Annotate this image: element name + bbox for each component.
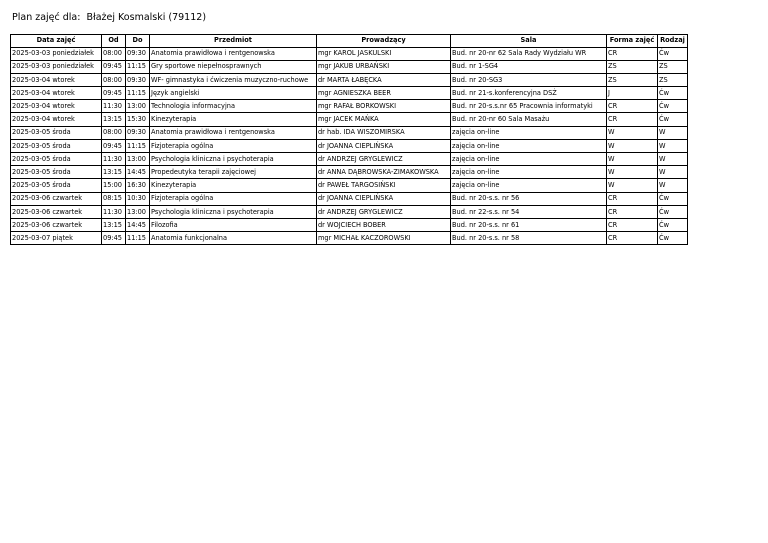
cell-type: Ćw bbox=[658, 113, 688, 126]
cell-teacher: mgr JACEK MAŃKA bbox=[317, 113, 451, 126]
cell-type: W bbox=[658, 139, 688, 152]
cell-teacher: dr ANNA DĄBROWSKA-ZIMAKOWSKA bbox=[317, 166, 451, 179]
cell-type: Ćw bbox=[658, 47, 688, 60]
cell-from: 11:30 bbox=[102, 100, 126, 113]
cell-type: Ćw bbox=[658, 100, 688, 113]
column-header-teacher: Prowadzący bbox=[317, 35, 451, 48]
cell-from: 08:00 bbox=[102, 47, 126, 60]
cell-room: zajęcia on-line bbox=[451, 179, 607, 192]
cell-from: 13:15 bbox=[102, 218, 126, 231]
cell-from: 09:45 bbox=[102, 232, 126, 245]
table-row bbox=[11, 153, 688, 166]
table-row bbox=[11, 205, 688, 218]
cell-type: W bbox=[658, 166, 688, 179]
cell-subject: Gry sportowe niepełnosprawnych bbox=[150, 60, 317, 73]
cell-form: W bbox=[607, 139, 658, 152]
cell-room: Bud. nr 21-s.konferencyjna DSŻ bbox=[451, 87, 607, 100]
cell-date: 2025-03-06 czwartek bbox=[11, 192, 102, 205]
table-row bbox=[11, 166, 688, 179]
column-header-subject: Przedmiot bbox=[150, 35, 317, 48]
column-header-type: Rodzaj bbox=[658, 35, 688, 48]
cell-teacher: mgr KAROL JASKULSKI bbox=[317, 47, 451, 60]
cell-to: 11:15 bbox=[126, 232, 150, 245]
cell-form: W bbox=[607, 166, 658, 179]
schedule-body bbox=[11, 47, 688, 245]
table-row bbox=[11, 126, 688, 139]
cell-subject: WF- gimnastyka i ćwiczenia muzyczno-ruchowe bbox=[150, 73, 317, 86]
cell-teacher: mgr JAKUB URBAŃSKI bbox=[317, 60, 451, 73]
cell-room: Bud. nr 20-s.s. nr 61 bbox=[451, 218, 607, 231]
cell-date: 2025-03-05 środa bbox=[11, 153, 102, 166]
cell-to: 09:30 bbox=[126, 126, 150, 139]
cell-room: zajęcia on-line bbox=[451, 139, 607, 152]
cell-type: Ćw bbox=[658, 218, 688, 231]
cell-form: ZS bbox=[607, 73, 658, 86]
cell-teacher: dr ANDRZEJ GRYGLEWICZ bbox=[317, 205, 451, 218]
cell-from: 09:45 bbox=[102, 60, 126, 73]
cell-date: 2025-03-05 środa bbox=[11, 166, 102, 179]
table-row bbox=[11, 139, 688, 152]
student-name: Błażej Kosmalski (79112) bbox=[86, 12, 207, 23]
cell-teacher: dr MARTA ŁABĘCKA bbox=[317, 73, 451, 86]
cell-teacher: dr ANDRZEJ GRYGLEWICZ bbox=[317, 153, 451, 166]
cell-subject: Język angielski bbox=[150, 87, 317, 100]
cell-form: W bbox=[607, 179, 658, 192]
cell-room: Bud. nr 20-s.s. nr 58 bbox=[451, 232, 607, 245]
cell-to: 14:45 bbox=[126, 166, 150, 179]
cell-teacher: dr JOANNA CIEPLIŃSKA bbox=[317, 139, 451, 152]
cell-type: W bbox=[658, 179, 688, 192]
cell-date: 2025-03-03 poniedziałek bbox=[11, 60, 102, 73]
cell-form: CR bbox=[607, 218, 658, 231]
cell-to: 13:00 bbox=[126, 205, 150, 218]
cell-teacher: dr WOJCIECH BOBER bbox=[317, 218, 451, 231]
cell-date: 2025-03-04 wtorek bbox=[11, 100, 102, 113]
cell-teacher: dr hab. IDA WISZOMIRSKA bbox=[317, 126, 451, 139]
table-row bbox=[11, 218, 688, 231]
cell-type: Ćw bbox=[658, 205, 688, 218]
table-row bbox=[11, 192, 688, 205]
table-row bbox=[11, 100, 688, 113]
column-header-from: Od bbox=[102, 35, 126, 48]
cell-form: ZS bbox=[607, 60, 658, 73]
cell-type: ZS bbox=[658, 60, 688, 73]
cell-subject: Technologia informacyjna bbox=[150, 100, 317, 113]
cell-type: W bbox=[658, 153, 688, 166]
cell-form: CR bbox=[607, 113, 658, 126]
cell-date: 2025-03-07 piątek bbox=[11, 232, 102, 245]
cell-subject: Anatomia prawidłowa i rentgenowska bbox=[150, 47, 317, 60]
cell-type: Ćw bbox=[658, 87, 688, 100]
cell-date: 2025-03-04 wtorek bbox=[11, 113, 102, 126]
column-header-to: Do bbox=[126, 35, 150, 48]
cell-room: Bud. nr 22-s.s. nr 54 bbox=[451, 205, 607, 218]
cell-from: 08:15 bbox=[102, 192, 126, 205]
cell-to: 11:15 bbox=[126, 87, 150, 100]
cell-to: 13:00 bbox=[126, 100, 150, 113]
cell-subject: Anatomia funkcjonalna bbox=[150, 232, 317, 245]
cell-room: Bud. nr 1-SG4 bbox=[451, 60, 607, 73]
cell-to: 15:30 bbox=[126, 113, 150, 126]
cell-to: 11:15 bbox=[126, 60, 150, 73]
cell-room: Bud. nr 20-SG3 bbox=[451, 73, 607, 86]
cell-from: 11:30 bbox=[102, 153, 126, 166]
table-header-row bbox=[11, 35, 688, 48]
table-row bbox=[11, 179, 688, 192]
cell-to: 13:00 bbox=[126, 153, 150, 166]
cell-from: 08:00 bbox=[102, 73, 126, 86]
cell-form: CR bbox=[607, 47, 658, 60]
page-title bbox=[12, 12, 206, 23]
cell-teacher: mgr MICHAŁ KACZOROWSKI bbox=[317, 232, 451, 245]
table-row bbox=[11, 73, 688, 86]
cell-form: J bbox=[607, 87, 658, 100]
cell-to: 09:30 bbox=[126, 47, 150, 60]
table-row bbox=[11, 113, 688, 126]
column-header-date: Data zajęć bbox=[11, 35, 102, 48]
cell-subject: Psychologia kliniczna i psychoterapia bbox=[150, 153, 317, 166]
cell-date: 2025-03-04 wtorek bbox=[11, 73, 102, 86]
cell-date: 2025-03-04 wtorek bbox=[11, 87, 102, 100]
cell-subject: Propedeutyka terapii zajęciowej bbox=[150, 166, 317, 179]
table-row bbox=[11, 47, 688, 60]
cell-subject: Psychologia kliniczna i psychoterapia bbox=[150, 205, 317, 218]
cell-subject: Fizjoterapia ogólna bbox=[150, 139, 317, 152]
cell-subject: Filozofia bbox=[150, 218, 317, 231]
cell-room: Bud. nr 20-nr 60 Sala Masażu bbox=[451, 113, 607, 126]
cell-form: W bbox=[607, 153, 658, 166]
cell-teacher: mgr AGNIESZKA BEER bbox=[317, 87, 451, 100]
cell-form: W bbox=[607, 126, 658, 139]
cell-from: 09:45 bbox=[102, 139, 126, 152]
cell-room: Bud. nr 20-s.s. nr 56 bbox=[451, 192, 607, 205]
cell-form: CR bbox=[607, 205, 658, 218]
cell-type: Ćw bbox=[658, 192, 688, 205]
cell-from: 08:00 bbox=[102, 126, 126, 139]
cell-form: CR bbox=[607, 232, 658, 245]
cell-date: 2025-03-05 środa bbox=[11, 139, 102, 152]
table-row bbox=[11, 87, 688, 100]
cell-from: 15:00 bbox=[102, 179, 126, 192]
cell-to: 16:30 bbox=[126, 179, 150, 192]
cell-from: 13:15 bbox=[102, 166, 126, 179]
column-header-room: Sala bbox=[451, 35, 607, 48]
cell-type: ZS bbox=[658, 73, 688, 86]
cell-to: 10:30 bbox=[126, 192, 150, 205]
table-row bbox=[11, 60, 688, 73]
cell-from: 13:15 bbox=[102, 113, 126, 126]
cell-date: 2025-03-03 poniedziałek bbox=[11, 47, 102, 60]
cell-type: Ćw bbox=[658, 232, 688, 245]
cell-subject: Kinezyterapia bbox=[150, 179, 317, 192]
cell-from: 09:45 bbox=[102, 87, 126, 100]
cell-room: zajęcia on-line bbox=[451, 166, 607, 179]
cell-room: zajęcia on-line bbox=[451, 153, 607, 166]
cell-form: CR bbox=[607, 100, 658, 113]
cell-subject: Anatomia prawidłowa i rentgenowska bbox=[150, 126, 317, 139]
table-row bbox=[11, 232, 688, 245]
cell-subject: Fizjoterapia ogólna bbox=[150, 192, 317, 205]
cell-to: 11:15 bbox=[126, 139, 150, 152]
cell-date: 2025-03-06 czwartek bbox=[11, 205, 102, 218]
cell-room: Bud. nr 20-s.s.nr 65 Pracownia informatyki bbox=[451, 100, 607, 113]
cell-room: zajęcia on-line bbox=[451, 126, 607, 139]
column-header-form: Forma zajęć bbox=[607, 35, 658, 48]
schedule-table bbox=[10, 34, 688, 245]
cell-from: 11:30 bbox=[102, 205, 126, 218]
cell-date: 2025-03-05 środa bbox=[11, 179, 102, 192]
cell-to: 14:45 bbox=[126, 218, 150, 231]
cell-teacher: dr JOANNA CIEPLIŃSKA bbox=[317, 192, 451, 205]
cell-room: Bud. nr 20-nr 62 Sala Rady Wydziału WR bbox=[451, 47, 607, 60]
cell-date: 2025-03-05 środa bbox=[11, 126, 102, 139]
cell-type: W bbox=[658, 126, 688, 139]
cell-teacher: mgr RAFAŁ BORKOWSKI bbox=[317, 100, 451, 113]
cell-teacher: dr PAWEŁ TARGOSIŃSKI bbox=[317, 179, 451, 192]
cell-date: 2025-03-06 czwartek bbox=[11, 218, 102, 231]
cell-form: CR bbox=[607, 192, 658, 205]
cell-subject: Kinezyterapia bbox=[150, 113, 317, 126]
title-label: Plan zajęć dla: bbox=[12, 12, 81, 23]
cell-to: 09:30 bbox=[126, 73, 150, 86]
